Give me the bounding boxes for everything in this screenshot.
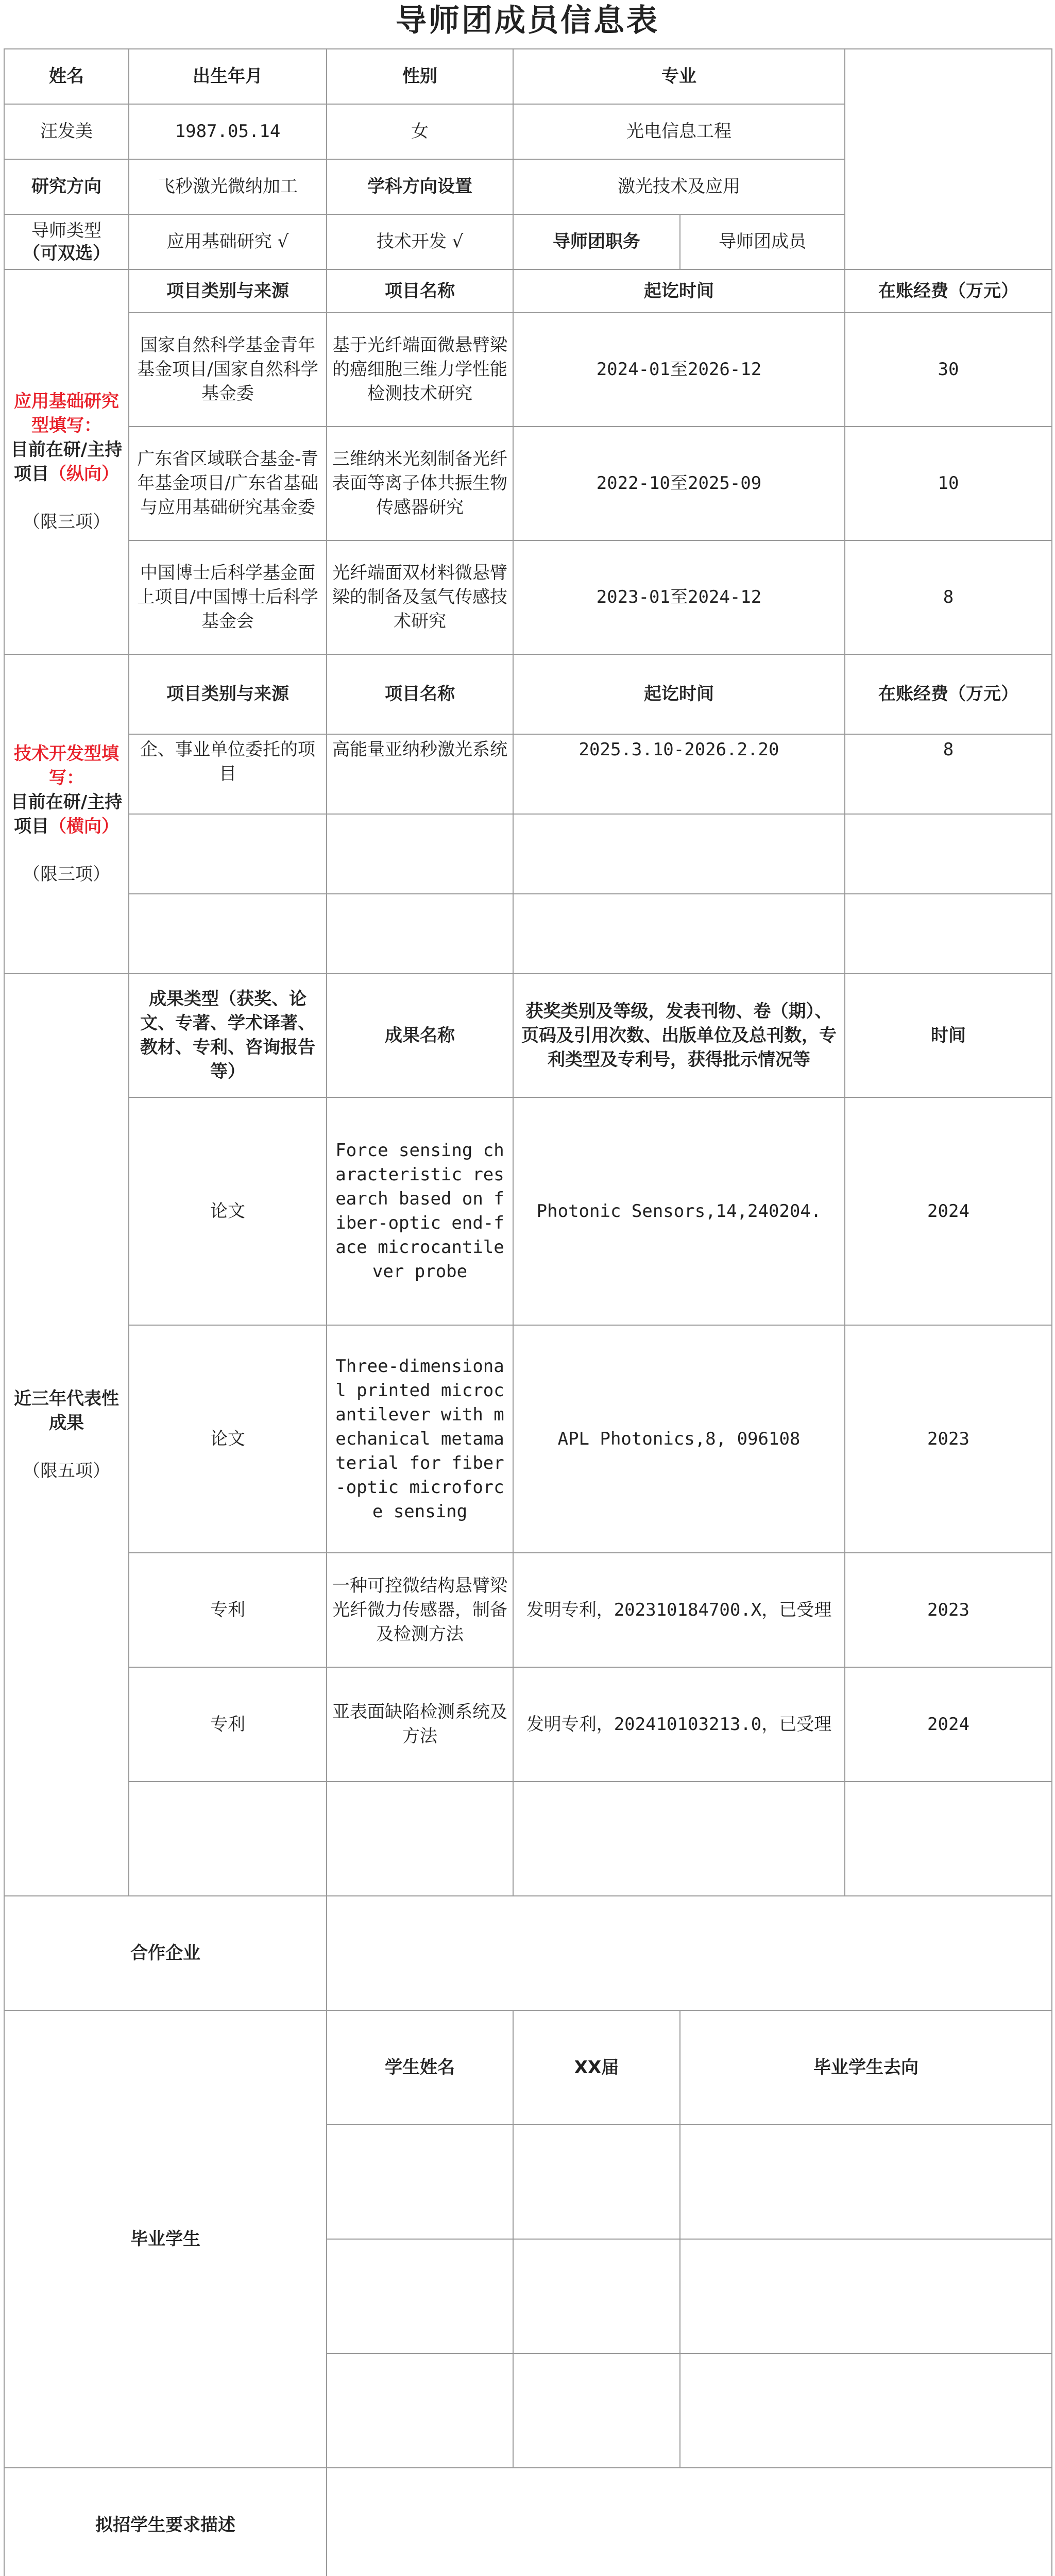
empty-cell: [129, 1782, 327, 1896]
project-name: 三维纳米光刻制备光纤表面等离子体共振生物传感器研究: [327, 427, 513, 540]
graduates-label: 毕业学生: [4, 2010, 327, 2468]
tech-dev-side-red-1: 技术开发型填写：: [14, 743, 119, 788]
empty-cell: [513, 2239, 680, 2353]
graduates-col-name: 学生姓名: [327, 2010, 513, 2125]
project-source: 中国博士后科学基金面上项目/中国博士后科学基金会: [129, 540, 327, 654]
achievement-name: 一种可控微结构悬臂梁光纤微力传感器，制备及检测方法: [327, 1553, 513, 1667]
tech-dev-col-period: 起讫时间: [513, 654, 845, 734]
company-label: 合作企业: [4, 1896, 327, 2010]
project-period: 2023-01至2024-12: [513, 540, 845, 654]
achievement-year: 2024: [845, 1667, 1052, 1782]
achievements-col-type: 成果类型（获奖、论文、专著、学术译著、教材、专利、咨询报告等）: [129, 974, 327, 1097]
discipline-label: 学科方向设置: [327, 159, 513, 214]
project-period: 2025.3.10-2026.2.20: [513, 734, 845, 814]
tech-dev-col-name: 项目名称: [327, 654, 513, 734]
name-label: 姓名: [4, 49, 129, 104]
achievement-name: Force sensing characteristic research based on fiber-optic end-face microcantilever probe: [327, 1097, 513, 1325]
empty-cell: [129, 894, 327, 974]
gender-value: 女: [327, 104, 513, 159]
recruit-row: [4, 2468, 1052, 2576]
tech-dev-header-row: [4, 654, 1052, 734]
achievement-name: 亚表面缺陷检测系统及方法: [327, 1667, 513, 1782]
gender-label: 性别: [327, 49, 513, 104]
achievement-name: Three-dimensional printed microcantilever with mechanical metamaterial for fiber-optic microforce sensing: [327, 1325, 513, 1553]
empty-cell: [680, 2353, 1052, 2468]
project-source: 国家自然科学基金青年基金项目/国家自然科学基金委: [129, 313, 327, 427]
empty-cell: [680, 2125, 1052, 2239]
info-form-table: [4, 48, 1052, 2576]
achievement-detail: APL Photonics,8, 096108: [513, 1325, 845, 1553]
achievement-type: 专利: [129, 1667, 327, 1782]
basic-research-side-red-2: （纵向）: [49, 464, 119, 484]
achievement-type: 专利: [129, 1553, 327, 1667]
empty-cell: [845, 894, 1052, 974]
achievement-type: 论文: [129, 1097, 327, 1325]
tech-dev-side-limit: （限三项）: [23, 863, 110, 885]
discipline-value: 激光技术及应用: [513, 159, 845, 214]
project-funds: 8: [845, 734, 1052, 814]
empty-cell: [327, 2353, 513, 2468]
mentor-type-label-1: 导师类型: [31, 220, 101, 241]
birth-value: 1987.05.14: [129, 104, 327, 159]
project-funds: 8: [845, 540, 1052, 654]
project-name: 基于光纤端面微悬臂梁的癌细胞三维力学性能检测技术研究: [327, 313, 513, 427]
project-period: 2022-10至2025-09: [513, 427, 845, 540]
tech-dev-side-label: [4, 654, 129, 974]
project-period: 2024-01至2026-12: [513, 313, 845, 427]
table-row: [4, 427, 1052, 540]
company-row: [4, 1896, 1052, 2010]
achievement-detail: Photonic Sensors,14,240204.: [513, 1097, 845, 1325]
tech-dev-col-funds: 在账经费（万元）: [845, 654, 1052, 734]
mentor-role-label: 导师团职务: [513, 214, 680, 269]
page-title: 导师团成员信息表: [396, 3, 659, 39]
empty-cell: [327, 1782, 513, 1896]
empty-cell: [513, 1782, 845, 1896]
table-row: [4, 894, 1052, 974]
basic-research-col-source: 项目类别与来源: [129, 269, 327, 313]
project-funds: 30: [845, 313, 1052, 427]
graduates-header-row: [4, 2010, 1052, 2125]
achievements-header-row: [4, 974, 1052, 1097]
empty-cell: [327, 814, 513, 894]
achievements-side-limit: （限五项）: [23, 1460, 110, 1481]
basic-research-col-funds: 在账经费（万元）: [845, 269, 1052, 313]
mentor-type-label: [4, 214, 129, 269]
basic-research-side-red-1: 应用基础研究型填写：: [14, 391, 119, 436]
empty-cell: [327, 894, 513, 974]
achievement-year: 2024: [845, 1097, 1052, 1325]
basic-research-side-label: [4, 269, 129, 654]
major-value: 光电信息工程: [513, 104, 845, 159]
achievement-year: 2023: [845, 1325, 1052, 1553]
empty-cell: [513, 814, 845, 894]
achievement-type: 论文: [129, 1325, 327, 1553]
achievements-side-label: [4, 974, 129, 1896]
project-source: 企、事业单位委托的项目: [129, 734, 327, 814]
graduates-col-year: XX届: [513, 2010, 680, 2125]
tech-dev-side-red-2: （横向）: [49, 816, 119, 837]
empty-cell: [513, 2125, 680, 2239]
achievements-col-year: 时间: [845, 974, 1052, 1097]
table-row: [4, 313, 1052, 427]
achievements-col-name: 成果名称: [327, 974, 513, 1097]
basic-research-side-black: 目前在研/主持项目: [10, 439, 123, 484]
basic-header-row: [4, 49, 1052, 104]
birth-label: 出生年月: [129, 49, 327, 104]
empty-cell: [327, 2239, 513, 2353]
achievements-col-detail: 获奖类别及等级，发表刊物、卷（期）、页码及引用次数、出版单位及总刊数，专利类型及专利号，获得批示情况等: [513, 974, 845, 1097]
table-row: [4, 1325, 1052, 1553]
empty-cell: [327, 2125, 513, 2239]
major-label: 专业: [513, 49, 845, 104]
research-label: 研究方向: [4, 159, 129, 214]
table-row: [4, 540, 1052, 654]
achievements-side-title: 近三年代表性成果: [14, 1388, 119, 1433]
name-value: 汪发美: [4, 104, 129, 159]
photo-cell: [845, 49, 1052, 269]
mentor-type-label-2: （可双选）: [23, 243, 110, 264]
empty-cell: [129, 814, 327, 894]
table-row: [4, 814, 1052, 894]
achievement-detail: 发明专利，202310184700.X，已受理: [513, 1553, 845, 1667]
graduates-col-destination: 毕业学生去向: [680, 2010, 1052, 2125]
basic-research-header-row: [4, 269, 1052, 313]
empty-cell: [513, 894, 845, 974]
table-row: [4, 1553, 1052, 1667]
table-row: [4, 1097, 1052, 1325]
basic-research-col-name: 项目名称: [327, 269, 513, 313]
empty-cell: [513, 2353, 680, 2468]
recruit-value: [327, 2468, 1052, 2576]
recruit-label: 拟招学生要求描述: [4, 2468, 327, 2576]
mentor-type-2: 技术开发 √: [327, 214, 513, 269]
table-row: [4, 1667, 1052, 1782]
project-name: 高能量亚纳秒激光系统: [327, 734, 513, 814]
empty-cell: [845, 1782, 1052, 1896]
project-funds: 10: [845, 427, 1052, 540]
achievement-detail: 发明专利，202410103213.0，已受理: [513, 1667, 845, 1782]
research-value: 飞秒激光微纳加工: [129, 159, 327, 214]
table-row: [4, 734, 1052, 814]
tech-dev-col-source: 项目类别与来源: [129, 654, 327, 734]
empty-cell: [680, 2239, 1052, 2353]
basic-research-col-period: 起讫时间: [513, 269, 845, 313]
project-name: 光纤端面双材料微悬臂梁的制备及氢气传感技术研究: [327, 540, 513, 654]
empty-cell: [845, 814, 1052, 894]
basic-research-side-limit: （限三项）: [23, 512, 110, 532]
mentor-role-value: 导师团成员: [680, 214, 845, 269]
company-value: [327, 1896, 1052, 2010]
mentor-type-1: 应用基础研究 √: [129, 214, 327, 269]
tech-dev-side-black: 目前在研/主持项目: [10, 791, 123, 837]
project-source: 广东省区域联合基金-青年基金项目/广东省基础与应用基础研究基金委: [129, 427, 327, 540]
achievement-year: 2023: [845, 1553, 1052, 1667]
table-row: [4, 1782, 1052, 1896]
